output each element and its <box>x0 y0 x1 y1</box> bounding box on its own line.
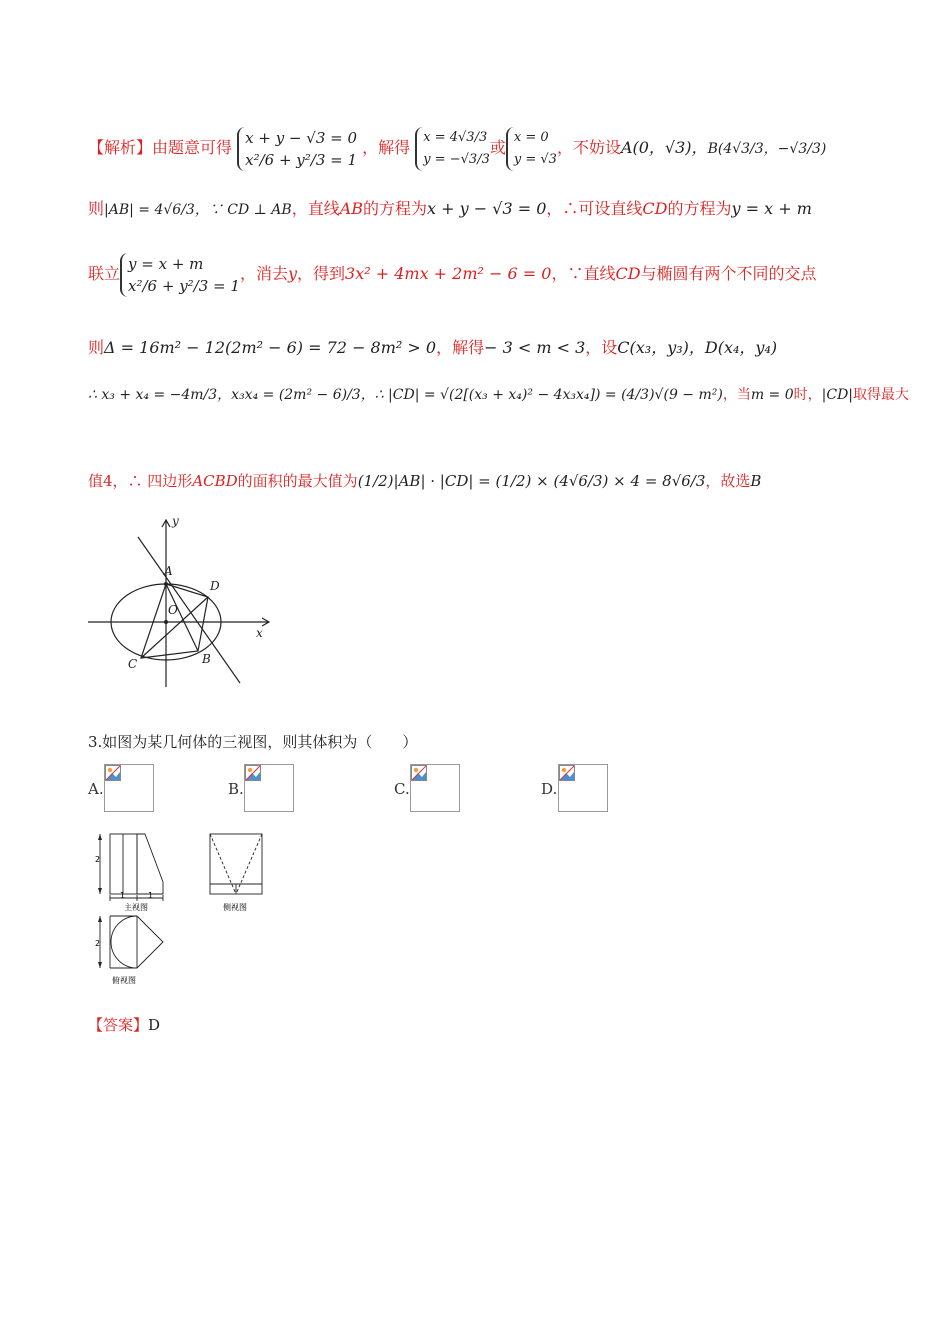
option-a-label: A. <box>88 780 104 798</box>
broken-image-icon <box>411 765 427 781</box>
equation-system-1: x + y − √3 = 0 x²/6 + y²/3 = 1 <box>237 127 357 171</box>
front-dim-1a: 1 <box>120 891 126 900</box>
point-a-label: A <box>164 564 173 578</box>
broken-image-icon <box>105 765 121 781</box>
answer-value: D <box>148 1016 161 1034</box>
front-view-trapezoid <box>137 834 163 894</box>
option-b-label: B. <box>228 780 244 798</box>
question-text: 3.如图为某几何体的三视图，则其体积为（ ） <box>88 733 418 751</box>
ellipse-figure <box>86 515 286 690</box>
broken-image-icon <box>245 765 261 781</box>
diagonal-ab <box>166 584 198 651</box>
front-dim-2: 2 <box>95 855 101 864</box>
analysis-tag: 【解析】 <box>88 138 153 157</box>
equation-system-2: y = x + m x²/6 + y²/3 = 1 <box>120 253 240 297</box>
option-d-label: D. <box>541 780 558 798</box>
top-view-semicircle <box>111 916 137 968</box>
answer-line <box>88 1014 160 1035</box>
answer-tag: 【答案】 <box>88 1016 149 1034</box>
side-view-label: 侧视图 <box>223 903 247 912</box>
solution-line-3: 联立 y = x + m x²/6 + y²/3 = 1 ，消去y，得到3x² + 4mx + 2m² − 6 = 0，∵直线CD与椭圆有两个不同的交点 <box>88 254 817 295</box>
front-view-label: 主视图 <box>124 903 148 912</box>
point-o <box>164 620 168 624</box>
point-d-label: D <box>210 579 220 593</box>
option-d-image[interactable] <box>558 764 608 812</box>
y-axis-label: y <box>172 515 179 528</box>
option-a-image[interactable] <box>104 764 154 812</box>
solution-set-2: x = 0 y = √3 <box>506 127 557 171</box>
solution-line-5: ∴ x₃ + x₄ = −4m/3，x₃x₄ = (2m² − 6)/3，∴ |CD| = √(2[(x₃ + x₄)² − 4x₃x₄]) = (4/3)√(9 − m²)，当m = 0时，|CD|取得最大 <box>88 387 910 403</box>
point-o-label: O <box>168 603 178 617</box>
three-view-figure <box>90 828 280 990</box>
point-a <box>164 582 168 586</box>
solution-line-6: 值4，∴ 四边形ACBD的面积的最大值为(1/2)|AB| · |CD| = (1/2) × (4√6/3) × 4 = 8√6/3，故选B <box>88 472 762 490</box>
line-ab <box>138 537 240 683</box>
solution-line-4: 则Δ = 16m² − 12(2m² − 6) = 72 − 8m² > 0，解得− 3 < m < 3，设C(x₃，y₃)，D(x₄，y₄) <box>88 338 778 357</box>
top-view-triangle <box>137 916 163 968</box>
front-dim-1b: 1 <box>148 891 154 900</box>
point-b-label: B <box>202 652 211 666</box>
option-c-label: C. <box>394 780 410 798</box>
x-axis-label: x <box>256 626 263 640</box>
top-dim-2: 2 <box>95 939 101 948</box>
solution-line-2: 则|AB| = 4√6/3，∵ CD ⊥ AB，直线AB的方程为x + y − √3 = 0，∴可设直线CD的方程为y = x + m <box>88 199 812 218</box>
solution-set-1: x = 4√3/3 y = −√3/3 <box>415 127 490 171</box>
front-view-rect <box>110 834 137 894</box>
option-b-image[interactable] <box>244 764 294 812</box>
option-c-image[interactable] <box>410 764 460 812</box>
point-c-label: C <box>128 657 138 671</box>
intro-text: 由题意可得 <box>152 138 233 157</box>
top-view-label: 俯视图 <box>112 976 136 985</box>
quadrilateral-acbd <box>141 584 208 658</box>
solution-line-1: 【解析】由题意可得 x + y − √3 = 0 x²/6 + y²/3 = 1 ，解得 x = 4√3/3 y = −√3/3 或 x = 0 y = √3 ，不妨设A(0，√3)，B(4√3/3，−√3/3) <box>88 128 827 169</box>
broken-image-icon <box>559 765 575 781</box>
